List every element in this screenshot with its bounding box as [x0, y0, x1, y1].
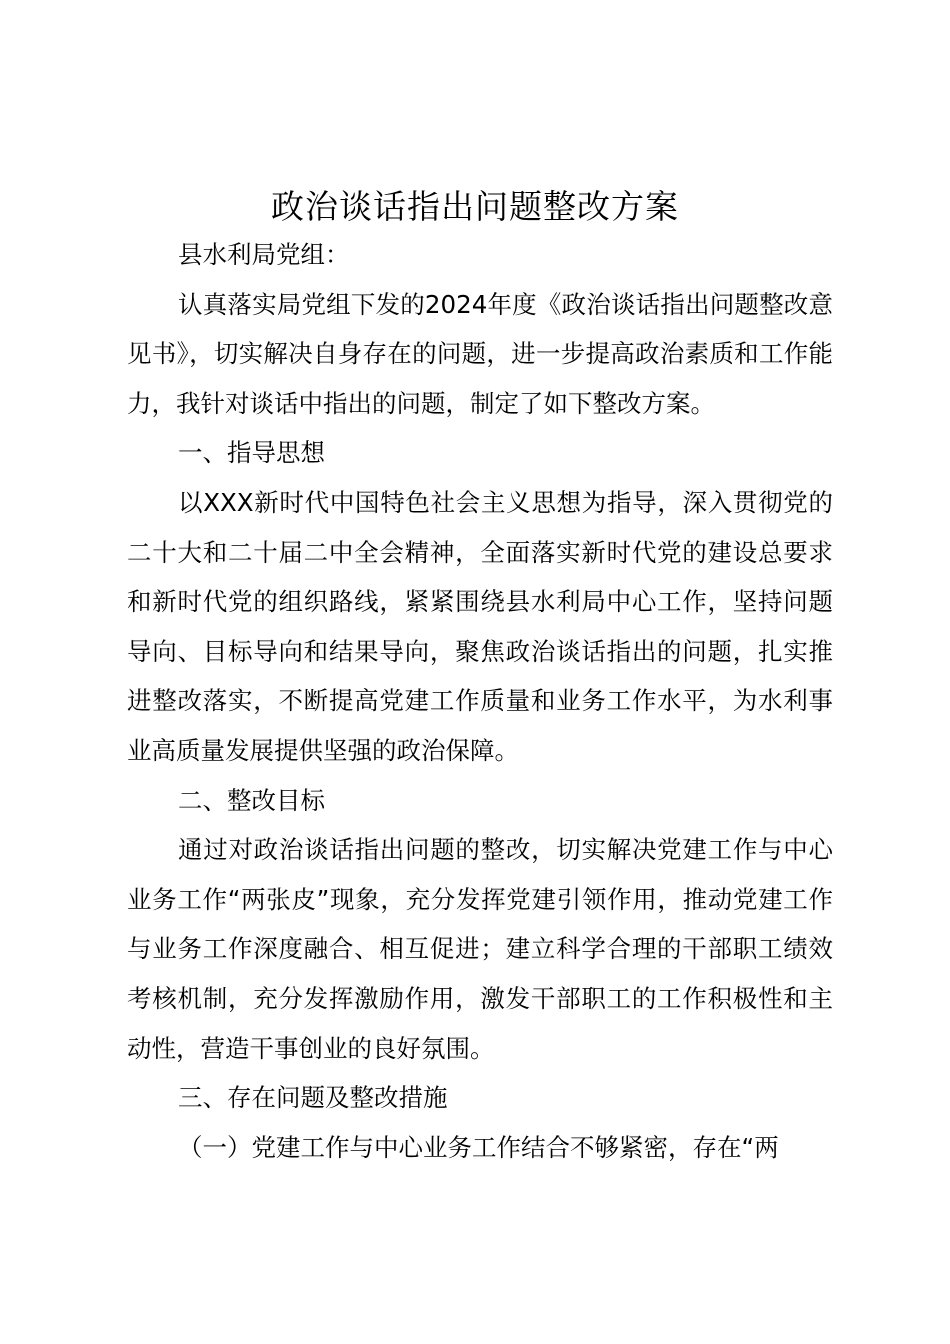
salutation: 县水利局党组：	[178, 240, 350, 269]
section-heading-problems-and-measures: 三、存在问题及整改措施	[178, 1083, 448, 1113]
section-heading-guiding-ideology: 一、指导思想	[178, 438, 325, 468]
document-body	[127, 230, 833, 1172]
problem-item-1-paragraph: （一）党建工作与中心业务工作结合不够紧密，存在“两	[178, 1132, 779, 1162]
rectification-goals-paragraph: 通过对政治谈话指出问题的整改，切实解决党建工作与中心业务工作“两张皮”现象，充分发挥党建引领作用，推动党建工作与业务工作深度融合、相互促进；建立科学合理的干部职工绩效考核机制，充分发挥激励作用，激发干部职工的工作积极性和主动性，营造干事创业的良好氛围。	[127, 835, 833, 1063]
document-title: 政治谈话指出问题整改方案	[271, 187, 679, 226]
section-heading-rectification-goals: 二、整改目标	[178, 785, 325, 815]
guiding-ideology-paragraph: 以XXX新时代中国特色社会主义思想为指导，深入贯彻党的二十大和二十届二中全会精神，全面落实新时代党的建设总要求和新时代党的组织路线，紧紧围绕县水利局中心工作，坚持问题导向、目标导向和结果导向，聚焦政治谈话指出的问题，扎实推进整改落实，不断提高党建工作质量和业务工作水平，为水利事业高质量发展提供坚强的政治保障。	[127, 487, 833, 765]
intro-paragraph: 认真落实局党组下发的2024年度《政治谈话指出问题整改意见书》，切实解决自身存在的问题，进一步提高政治素质和工作能力，我针对谈话中指出的问题，制定了如下整改方案。	[127, 289, 833, 418]
